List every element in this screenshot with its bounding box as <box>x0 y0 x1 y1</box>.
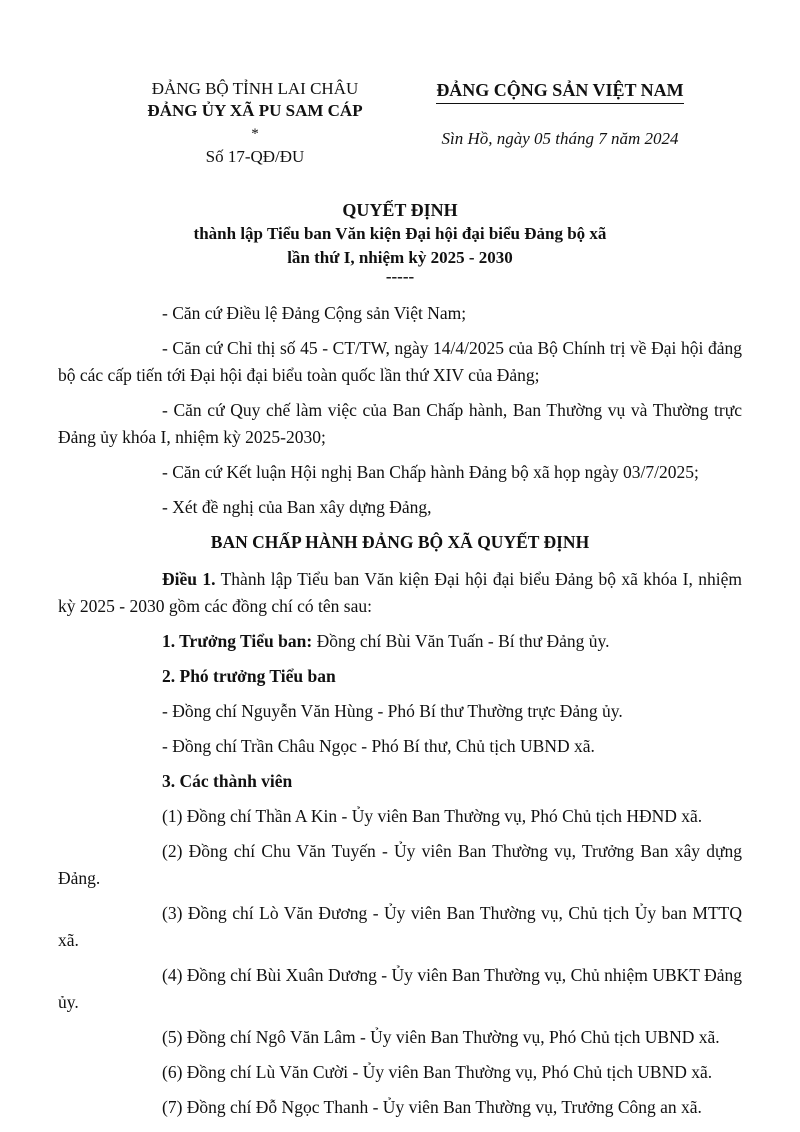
place-date: Sìn Hồ, ngày 05 tháng 7 năm 2024 <box>441 129 679 148</box>
basis-item: - Căn cứ Điều lệ Đảng Cộng sản Việt Nam; <box>162 303 467 323</box>
issuing-authority <box>110 78 400 168</box>
party-name: ĐẢNG CỘNG SẢN VIỆT NAM <box>436 78 683 104</box>
title-subtitle-line2: lần thứ I, nhiệm kỳ 2025 - 2030 <box>287 248 513 267</box>
member-item: (3) Đồng chí Lò Văn Đương - Ủy viên Ban Thường vụ, Chủ tịch Ủy ban MTTQ xã. <box>58 903 742 950</box>
basis-item: - Căn cứ Kết luận Hội nghị Ban Chấp hành Đảng bộ xã họp ngày 03/7/2025; <box>162 462 699 482</box>
deputies-label: 2. Phó trưởng Tiểu ban <box>162 666 336 686</box>
commune-committee: ĐẢNG ỦY XÃ PU SAM CÁP <box>147 101 363 120</box>
party-header <box>410 78 710 150</box>
basis-item: - Xét đề nghị của Ban xây dựng Đảng, <box>162 497 432 517</box>
members-label: 3. Các thành viên <box>162 771 293 791</box>
member-item: (1) Đồng chí Thần A Kin - Ủy viên Ban Thường vụ, Phó Chủ tịch HĐND xã. <box>162 806 703 826</box>
article-1-text: Thành lập Tiểu ban Văn kiện Đại hội đại biểu Đảng bộ xã khóa I, nhiệm kỳ 2025 - 2030 gồm các đồng chí có tên sau: <box>58 569 743 616</box>
basis-item: - Căn cứ Quy chế làm việc của Ban Chấp hành, Ban Thường vụ và Thường trực Đảng ủy khóa I, nhiệm kỳ 2025-2030; <box>58 400 742 447</box>
member-item: (2) Đồng chí Chu Văn Tuyến - Ủy viên Ban Thường vụ, Trưởng Ban xây dựng Đảng. <box>58 841 742 888</box>
article-1-label: Điều 1. <box>162 569 216 589</box>
basis-item: - Căn cứ Chỉ thị số 45 - CT/TW, ngày 14/4/2025 của Bộ Chính trị về Đại hội đảng bộ các cấp tiến tới Đại hội đại biểu toàn quốc lần thứ XIV của Đảng; <box>58 338 742 385</box>
decision-heading: BAN CHẤP HÀNH ĐẢNG BỘ XÃ QUYẾT ĐỊNH <box>210 532 590 552</box>
document-title <box>60 198 740 284</box>
header-star: * <box>251 126 259 142</box>
deputy-item: - Đồng chí Trần Châu Ngọc - Phó Bí thư, Chủ tịch UBND xã. <box>162 736 595 756</box>
title-heading: QUYẾT ĐỊNH <box>342 200 458 220</box>
head-of-subcommittee <box>58 628 742 655</box>
document-body <box>58 300 742 1129</box>
head-label: 1. Trưởng Tiểu ban: <box>162 631 313 651</box>
member-item: (6) Đồng chí Lù Văn Cười - Ủy viên Ban Thường vụ, Phó Chủ tịch UBND xã. <box>162 1062 713 1082</box>
article-1 <box>58 566 742 620</box>
member-item: (5) Đồng chí Ngô Văn Lâm - Ủy viên Ban Thường vụ, Phó Chủ tịch UBND xã. <box>162 1027 720 1047</box>
member-item: (4) Đồng chí Bùi Xuân Dương - Ủy viên Ban Thường vụ, Chủ nhiệm UBKT Đảng ủy. <box>58 965 742 1012</box>
title-separator: ----- <box>385 267 415 286</box>
title-subtitle-line1: thành lập Tiểu ban Văn kiện Đại hội đại biểu Đảng bộ xã <box>193 224 607 243</box>
head-text: Đồng chí Bùi Văn Tuấn - Bí thư Đảng ủy. <box>312 631 610 651</box>
deputy-item: - Đồng chí Nguyễn Văn Hùng - Phó Bí thư Thường trực Đảng ủy. <box>162 701 623 721</box>
document-number: Số 17-QĐ/ĐU <box>205 147 305 166</box>
provincial-committee: ĐẢNG BỘ TỈNH LAI CHÂU <box>151 79 359 98</box>
member-item: (7) Đồng chí Đỗ Ngọc Thanh - Ủy viên Ban Thường vụ, Trưởng Công an xã. <box>162 1097 702 1117</box>
